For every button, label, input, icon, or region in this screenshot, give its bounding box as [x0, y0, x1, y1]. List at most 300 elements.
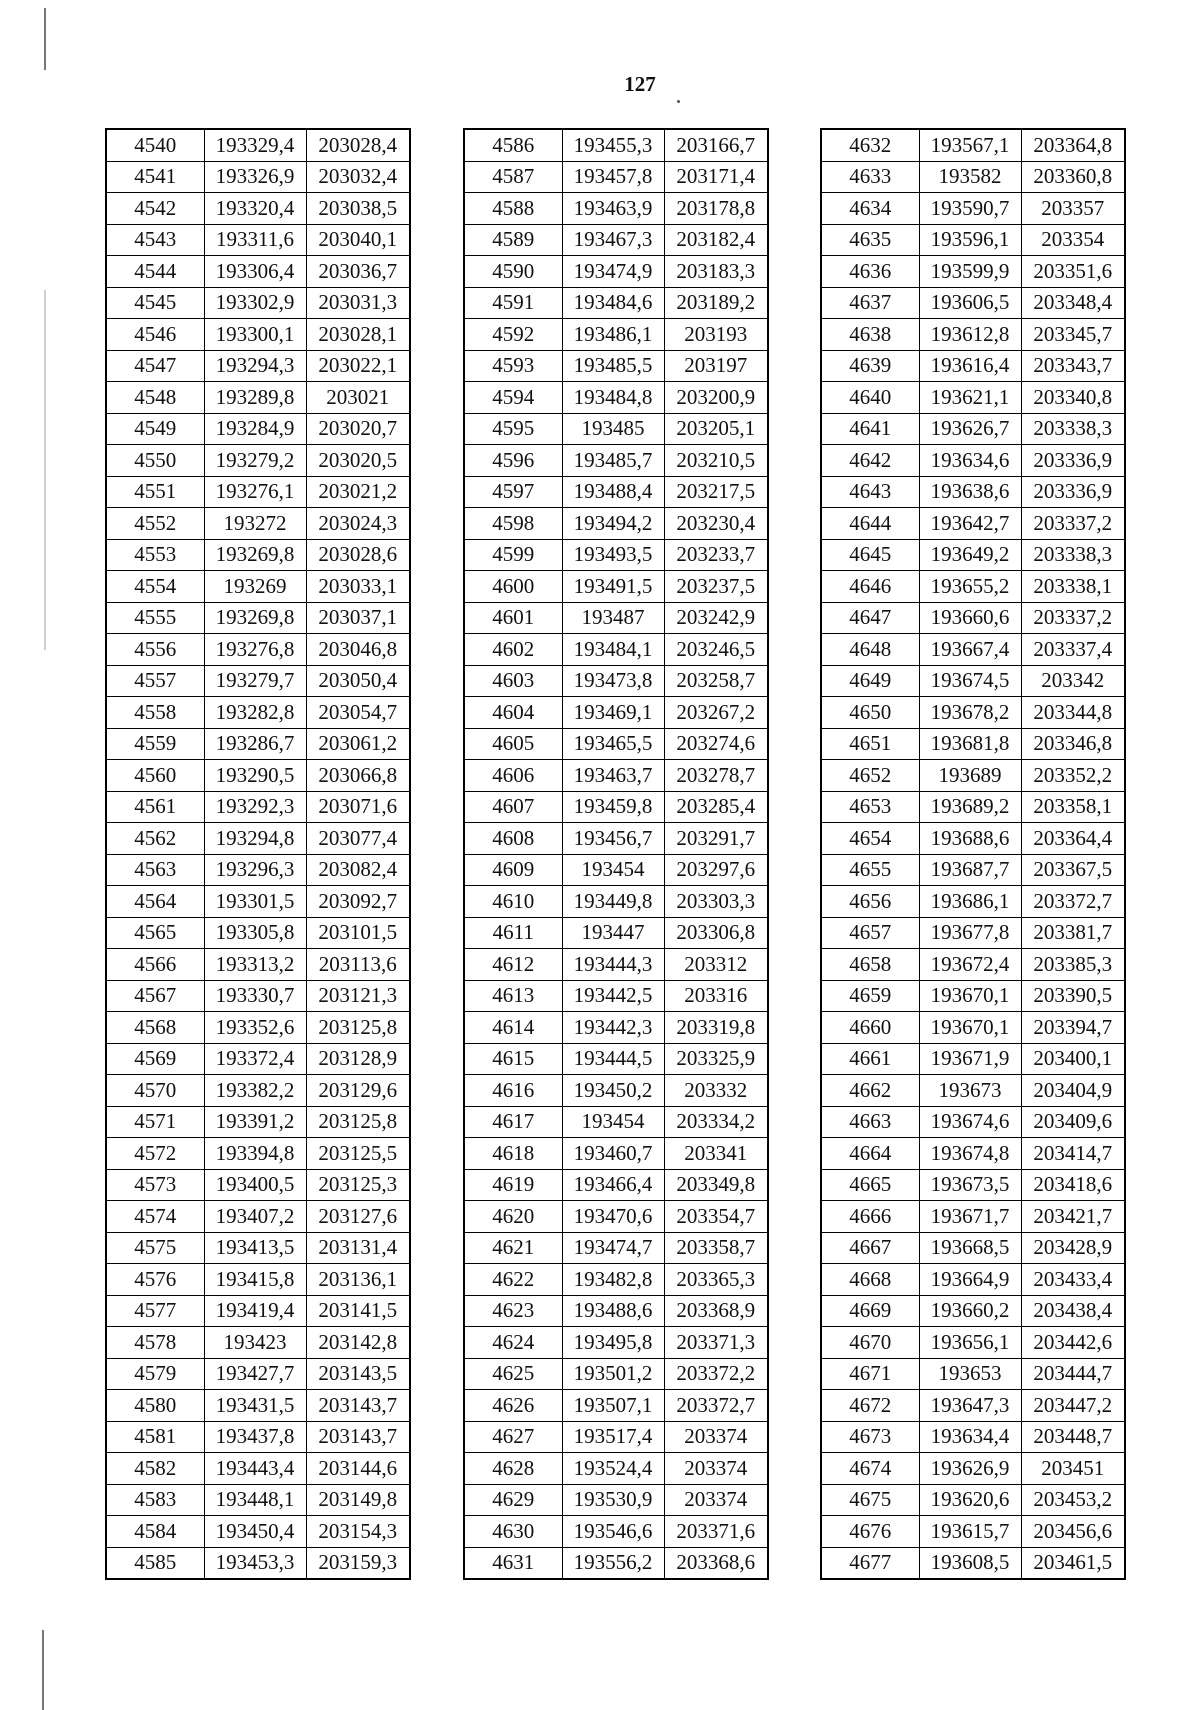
x-coordinate-cell: 193517,4: [562, 1421, 664, 1453]
point-number-cell: 4542: [106, 193, 204, 225]
point-number-cell: 4595: [464, 413, 562, 445]
y-coordinate-cell: 203374: [664, 1484, 768, 1516]
table-row: [821, 256, 1125, 288]
point-number-cell: 4660: [821, 1012, 919, 1044]
x-coordinate-cell: 193459,8: [562, 791, 664, 823]
table-row: [821, 1075, 1125, 1107]
x-coordinate-cell: 193493,5: [562, 539, 664, 571]
point-number-cell: 4579: [106, 1358, 204, 1390]
table-row: [464, 1484, 768, 1516]
y-coordinate-cell: 203400,1: [1021, 1043, 1125, 1075]
x-coordinate-cell: 193486,1: [562, 319, 664, 351]
y-coordinate-cell: 203343,7: [1021, 350, 1125, 382]
x-coordinate-cell: 193670,1: [919, 980, 1021, 1012]
point-number-cell: 4584: [106, 1516, 204, 1548]
y-coordinate-cell: 203453,2: [1021, 1484, 1125, 1516]
table-row: [464, 1232, 768, 1264]
y-coordinate-cell: 203368,9: [664, 1295, 768, 1327]
y-coordinate-cell: 203365,3: [664, 1264, 768, 1296]
table-row: [464, 1201, 768, 1233]
point-number-cell: 4593: [464, 350, 562, 382]
table-row: [106, 728, 410, 760]
table-row: [821, 602, 1125, 634]
coordinate-table-body: [464, 129, 768, 1579]
y-coordinate-cell: 203125,5: [306, 1138, 410, 1170]
table-row: [106, 1201, 410, 1233]
table-row: [464, 823, 768, 855]
point-number-cell: 4576: [106, 1264, 204, 1296]
point-number-cell: 4635: [821, 224, 919, 256]
coordinate-table-1: [105, 128, 411, 1580]
table-row: [464, 1106, 768, 1138]
table-row: [464, 949, 768, 981]
point-number-cell: 4570: [106, 1075, 204, 1107]
point-number-cell: 4606: [464, 760, 562, 792]
y-coordinate-cell: 203394,7: [1021, 1012, 1125, 1044]
x-coordinate-cell: 193688,6: [919, 823, 1021, 855]
table-row: [464, 1547, 768, 1579]
table-row: [106, 1232, 410, 1264]
x-coordinate-cell: 193294,8: [204, 823, 306, 855]
x-coordinate-cell: 193681,8: [919, 728, 1021, 760]
x-coordinate-cell: 193463,7: [562, 760, 664, 792]
point-number-cell: 4600: [464, 571, 562, 603]
table-row: [821, 193, 1125, 225]
y-coordinate-cell: 203371,6: [664, 1516, 768, 1548]
table-row: [106, 791, 410, 823]
y-coordinate-cell: 203364,4: [1021, 823, 1125, 855]
x-coordinate-cell: 193501,2: [562, 1358, 664, 1390]
x-coordinate-cell: 193391,2: [204, 1106, 306, 1138]
x-coordinate-cell: 193320,4: [204, 193, 306, 225]
table-row: [106, 1453, 410, 1485]
y-coordinate-cell: 203040,1: [306, 224, 410, 256]
x-coordinate-cell: 193372,4: [204, 1043, 306, 1075]
table-row: [464, 129, 768, 161]
y-coordinate-cell: 203345,7: [1021, 319, 1125, 351]
table-row: [821, 728, 1125, 760]
y-coordinate-cell: 203352,2: [1021, 760, 1125, 792]
y-coordinate-cell: 203166,7: [664, 129, 768, 161]
x-coordinate-cell: 193269,8: [204, 539, 306, 571]
y-coordinate-cell: 203372,2: [664, 1358, 768, 1390]
table-row: [106, 224, 410, 256]
y-coordinate-cell: 203372,7: [664, 1390, 768, 1422]
table-row: [464, 445, 768, 477]
table-row: [464, 1295, 768, 1327]
y-coordinate-cell: 203325,9: [664, 1043, 768, 1075]
table-row: [464, 1453, 768, 1485]
table-row: [821, 445, 1125, 477]
x-coordinate-cell: 193276,1: [204, 476, 306, 508]
table-row: [106, 256, 410, 288]
x-coordinate-cell: 193674,5: [919, 665, 1021, 697]
point-number-cell: 4551: [106, 476, 204, 508]
point-number-cell: 4555: [106, 602, 204, 634]
x-coordinate-cell: 193456,7: [562, 823, 664, 855]
table-row: [106, 760, 410, 792]
x-coordinate-cell: 193352,6: [204, 1012, 306, 1044]
point-number-cell: 4676: [821, 1516, 919, 1548]
point-number-cell: 4607: [464, 791, 562, 823]
x-coordinate-cell: 193279,2: [204, 445, 306, 477]
table-row: [464, 1169, 768, 1201]
table-row: [821, 1484, 1125, 1516]
y-coordinate-cell: 203319,8: [664, 1012, 768, 1044]
y-coordinate-cell: 203316: [664, 980, 768, 1012]
point-number-cell: 4642: [821, 445, 919, 477]
x-coordinate-cell: 193449,8: [562, 886, 664, 918]
x-coordinate-cell: 193673,5: [919, 1169, 1021, 1201]
point-number-cell: 4611: [464, 917, 562, 949]
y-coordinate-cell: 203351,6: [1021, 256, 1125, 288]
point-number-cell: 4550: [106, 445, 204, 477]
point-number-cell: 4630: [464, 1516, 562, 1548]
point-number-cell: 4677: [821, 1547, 919, 1579]
y-coordinate-cell: 203357: [1021, 193, 1125, 225]
point-number-cell: 4575: [106, 1232, 204, 1264]
y-coordinate-cell: 203217,5: [664, 476, 768, 508]
y-coordinate-cell: 203342: [1021, 665, 1125, 697]
x-coordinate-cell: 193674,6: [919, 1106, 1021, 1138]
x-coordinate-cell: 193269: [204, 571, 306, 603]
point-number-cell: 4544: [106, 256, 204, 288]
x-coordinate-cell: 193599,9: [919, 256, 1021, 288]
y-coordinate-cell: 203390,5: [1021, 980, 1125, 1012]
y-coordinate-cell: 203237,5: [664, 571, 768, 603]
x-coordinate-cell: 193673: [919, 1075, 1021, 1107]
table-row: [464, 1390, 768, 1422]
x-coordinate-cell: 193311,6: [204, 224, 306, 256]
coordinate-table-2: [463, 128, 769, 1580]
x-coordinate-cell: 193466,4: [562, 1169, 664, 1201]
scan-dot: [677, 100, 680, 103]
y-coordinate-cell: 203046,8: [306, 634, 410, 666]
table-row: [106, 350, 410, 382]
table-row: [464, 413, 768, 445]
table-row: [106, 129, 410, 161]
x-coordinate-cell: 193279,7: [204, 665, 306, 697]
y-coordinate-cell: 203143,7: [306, 1390, 410, 1422]
point-number-cell: 4585: [106, 1547, 204, 1579]
y-coordinate-cell: 203066,8: [306, 760, 410, 792]
y-coordinate-cell: 203341: [664, 1138, 768, 1170]
table-row: [821, 539, 1125, 571]
point-number-cell: 4638: [821, 319, 919, 351]
table-row: [106, 980, 410, 1012]
y-coordinate-cell: 203021: [306, 382, 410, 414]
margin-mark-top: [44, 8, 46, 70]
x-coordinate-cell: 193596,1: [919, 224, 1021, 256]
table-row: [821, 1516, 1125, 1548]
point-number-cell: 4651: [821, 728, 919, 760]
x-coordinate-cell: 193442,3: [562, 1012, 664, 1044]
x-coordinate-cell: 193294,3: [204, 350, 306, 382]
y-coordinate-cell: 203332: [664, 1075, 768, 1107]
y-coordinate-cell: 203154,3: [306, 1516, 410, 1548]
y-coordinate-cell: 203159,3: [306, 1547, 410, 1579]
x-coordinate-cell: 193326,9: [204, 161, 306, 193]
x-coordinate-cell: 193382,2: [204, 1075, 306, 1107]
point-number-cell: 4639: [821, 350, 919, 382]
y-coordinate-cell: 203038,5: [306, 193, 410, 225]
x-coordinate-cell: 193670,1: [919, 1012, 1021, 1044]
table-row: [821, 823, 1125, 855]
table-row: [106, 1075, 410, 1107]
x-coordinate-cell: 193301,5: [204, 886, 306, 918]
y-coordinate-cell: 203171,4: [664, 161, 768, 193]
y-coordinate-cell: 203113,6: [306, 949, 410, 981]
point-number-cell: 4669: [821, 1295, 919, 1327]
y-coordinate-cell: 203082,4: [306, 854, 410, 886]
point-number-cell: 4619: [464, 1169, 562, 1201]
y-coordinate-cell: 203125,8: [306, 1012, 410, 1044]
x-coordinate-cell: 193616,4: [919, 350, 1021, 382]
y-coordinate-cell: 203143,7: [306, 1421, 410, 1453]
x-coordinate-cell: 193443,4: [204, 1453, 306, 1485]
y-coordinate-cell: 203285,4: [664, 791, 768, 823]
table-row: [464, 476, 768, 508]
x-coordinate-cell: 193494,2: [562, 508, 664, 540]
page-number: 127: [624, 72, 656, 96]
x-coordinate-cell: 193484,8: [562, 382, 664, 414]
table-row: [821, 1043, 1125, 1075]
x-coordinate-cell: 193467,3: [562, 224, 664, 256]
point-number-cell: 4670: [821, 1327, 919, 1359]
y-coordinate-cell: 203447,2: [1021, 1390, 1125, 1422]
table-row: [464, 634, 768, 666]
point-number-cell: 4589: [464, 224, 562, 256]
table-row: [106, 539, 410, 571]
point-number-cell: 4666: [821, 1201, 919, 1233]
table-row: [821, 1138, 1125, 1170]
table-row: [464, 350, 768, 382]
point-number-cell: 4662: [821, 1075, 919, 1107]
point-number-cell: 4603: [464, 665, 562, 697]
point-number-cell: 4558: [106, 697, 204, 729]
point-number-cell: 4554: [106, 571, 204, 603]
x-coordinate-cell: 193491,5: [562, 571, 664, 603]
point-number-cell: 4674: [821, 1453, 919, 1485]
point-number-cell: 4577: [106, 1295, 204, 1327]
table-row: [464, 1012, 768, 1044]
table-row: [106, 854, 410, 886]
x-coordinate-cell: 193290,5: [204, 760, 306, 792]
y-coordinate-cell: 203442,6: [1021, 1327, 1125, 1359]
table-row: [821, 413, 1125, 445]
x-coordinate-cell: 193292,3: [204, 791, 306, 823]
table-row: [821, 760, 1125, 792]
y-coordinate-cell: 203374: [664, 1421, 768, 1453]
point-number-cell: 4659: [821, 980, 919, 1012]
point-number-cell: 4546: [106, 319, 204, 351]
point-number-cell: 4633: [821, 161, 919, 193]
x-coordinate-cell: 193668,5: [919, 1232, 1021, 1264]
table-row: [821, 508, 1125, 540]
table-row: [821, 634, 1125, 666]
x-coordinate-cell: 193423: [204, 1327, 306, 1359]
y-coordinate-cell: 203404,9: [1021, 1075, 1125, 1107]
y-coordinate-cell: 203354,7: [664, 1201, 768, 1233]
table-row: [821, 1232, 1125, 1264]
point-number-cell: 4620: [464, 1201, 562, 1233]
y-coordinate-cell: 203024,3: [306, 508, 410, 540]
point-number-cell: 4658: [821, 949, 919, 981]
point-number-cell: 4655: [821, 854, 919, 886]
table-row: [464, 728, 768, 760]
point-number-cell: 4580: [106, 1390, 204, 1422]
x-coordinate-cell: 193626,7: [919, 413, 1021, 445]
table-row: [106, 1043, 410, 1075]
x-coordinate-cell: 193450,2: [562, 1075, 664, 1107]
table-row: [821, 980, 1125, 1012]
x-coordinate-cell: 193687,7: [919, 854, 1021, 886]
y-coordinate-cell: 203337,2: [1021, 602, 1125, 634]
x-coordinate-cell: 193612,8: [919, 319, 1021, 351]
table-row: [106, 445, 410, 477]
table-row: [106, 886, 410, 918]
y-coordinate-cell: 203337,4: [1021, 634, 1125, 666]
point-number-cell: 4646: [821, 571, 919, 603]
point-number-cell: 4604: [464, 697, 562, 729]
point-number-cell: 4601: [464, 602, 562, 634]
table-row: [464, 1043, 768, 1075]
table-row: [106, 1169, 410, 1201]
y-coordinate-cell: 203230,4: [664, 508, 768, 540]
point-number-cell: 4636: [821, 256, 919, 288]
point-number-cell: 4588: [464, 193, 562, 225]
table-row: [106, 476, 410, 508]
y-coordinate-cell: 203037,1: [306, 602, 410, 634]
point-number-cell: 4614: [464, 1012, 562, 1044]
x-coordinate-cell: 193455,3: [562, 129, 664, 161]
point-number-cell: 4649: [821, 665, 919, 697]
table-row: [821, 1295, 1125, 1327]
y-coordinate-cell: 203020,5: [306, 445, 410, 477]
y-coordinate-cell: 203306,8: [664, 917, 768, 949]
point-number-cell: 4656: [821, 886, 919, 918]
table-row: [106, 571, 410, 603]
table-row: [464, 1327, 768, 1359]
point-number-cell: 4672: [821, 1390, 919, 1422]
point-number-cell: 4661: [821, 1043, 919, 1075]
x-coordinate-cell: 193656,1: [919, 1327, 1021, 1359]
y-coordinate-cell: 203200,9: [664, 382, 768, 414]
y-coordinate-cell: 203358,7: [664, 1232, 768, 1264]
y-coordinate-cell: 203125,8: [306, 1106, 410, 1138]
x-coordinate-cell: 193282,8: [204, 697, 306, 729]
table-row: [821, 697, 1125, 729]
point-number-cell: 4581: [106, 1421, 204, 1453]
table-row: [464, 508, 768, 540]
x-coordinate-cell: 193484,6: [562, 287, 664, 319]
margin-mark-middle: [44, 290, 46, 650]
x-coordinate-cell: 193407,2: [204, 1201, 306, 1233]
y-coordinate-cell: 203205,1: [664, 413, 768, 445]
point-number-cell: 4545: [106, 287, 204, 319]
table-row: [464, 665, 768, 697]
table-row: [464, 571, 768, 603]
table-row: [464, 1516, 768, 1548]
point-number-cell: 4625: [464, 1358, 562, 1390]
table-row: [464, 697, 768, 729]
table-row: [464, 791, 768, 823]
x-coordinate-cell: 193485,7: [562, 445, 664, 477]
x-coordinate-cell: 193460,7: [562, 1138, 664, 1170]
point-number-cell: 4566: [106, 949, 204, 981]
y-coordinate-cell: 203141,5: [306, 1295, 410, 1327]
x-coordinate-cell: 193649,2: [919, 539, 1021, 571]
y-coordinate-cell: 203022,1: [306, 350, 410, 382]
x-coordinate-cell: 193302,9: [204, 287, 306, 319]
coordinate-table-body: [106, 129, 410, 1579]
table-row: [821, 350, 1125, 382]
x-coordinate-cell: 193447: [562, 917, 664, 949]
table-row: [106, 287, 410, 319]
point-number-cell: 4675: [821, 1484, 919, 1516]
x-coordinate-cell: 193567,1: [919, 129, 1021, 161]
point-number-cell: 4665: [821, 1169, 919, 1201]
y-coordinate-cell: 203258,7: [664, 665, 768, 697]
x-coordinate-cell: 193305,8: [204, 917, 306, 949]
table-row: [106, 508, 410, 540]
x-coordinate-cell: 193330,7: [204, 980, 306, 1012]
x-coordinate-cell: 193672,4: [919, 949, 1021, 981]
table-row: [106, 697, 410, 729]
table-row: [464, 161, 768, 193]
y-coordinate-cell: 203334,2: [664, 1106, 768, 1138]
y-coordinate-cell: 203344,8: [1021, 697, 1125, 729]
y-coordinate-cell: 203242,9: [664, 602, 768, 634]
y-coordinate-cell: 203033,1: [306, 571, 410, 603]
point-number-cell: 4605: [464, 728, 562, 760]
y-coordinate-cell: 203336,9: [1021, 476, 1125, 508]
x-coordinate-cell: 193488,6: [562, 1295, 664, 1327]
x-coordinate-cell: 193482,8: [562, 1264, 664, 1296]
x-coordinate-cell: 193454: [562, 854, 664, 886]
point-number-cell: 4573: [106, 1169, 204, 1201]
table-row: [821, 224, 1125, 256]
x-coordinate-cell: 193473,8: [562, 665, 664, 697]
y-coordinate-cell: 203461,5: [1021, 1547, 1125, 1579]
y-coordinate-cell: 203144,6: [306, 1453, 410, 1485]
table-row: [106, 1138, 410, 1170]
y-coordinate-cell: 203360,8: [1021, 161, 1125, 193]
point-number-cell: 4609: [464, 854, 562, 886]
table-row: [106, 1390, 410, 1422]
table-row: [821, 319, 1125, 351]
x-coordinate-cell: 193642,7: [919, 508, 1021, 540]
point-number-cell: 4549: [106, 413, 204, 445]
point-number-cell: 4668: [821, 1264, 919, 1296]
table-row: [464, 760, 768, 792]
point-number-cell: 4552: [106, 508, 204, 540]
x-coordinate-cell: 193284,9: [204, 413, 306, 445]
x-coordinate-cell: 193620,6: [919, 1484, 1021, 1516]
table-row: [106, 1012, 410, 1044]
point-number-cell: 4571: [106, 1106, 204, 1138]
point-number-cell: 4543: [106, 224, 204, 256]
y-coordinate-cell: 203368,6: [664, 1547, 768, 1579]
point-number-cell: 4632: [821, 129, 919, 161]
x-coordinate-cell: 193300,1: [204, 319, 306, 351]
table-row: [464, 602, 768, 634]
y-coordinate-cell: 203428,9: [1021, 1232, 1125, 1264]
point-number-cell: 4645: [821, 539, 919, 571]
table-row: [106, 634, 410, 666]
table-row: [464, 1264, 768, 1296]
y-coordinate-cell: 203028,4: [306, 129, 410, 161]
